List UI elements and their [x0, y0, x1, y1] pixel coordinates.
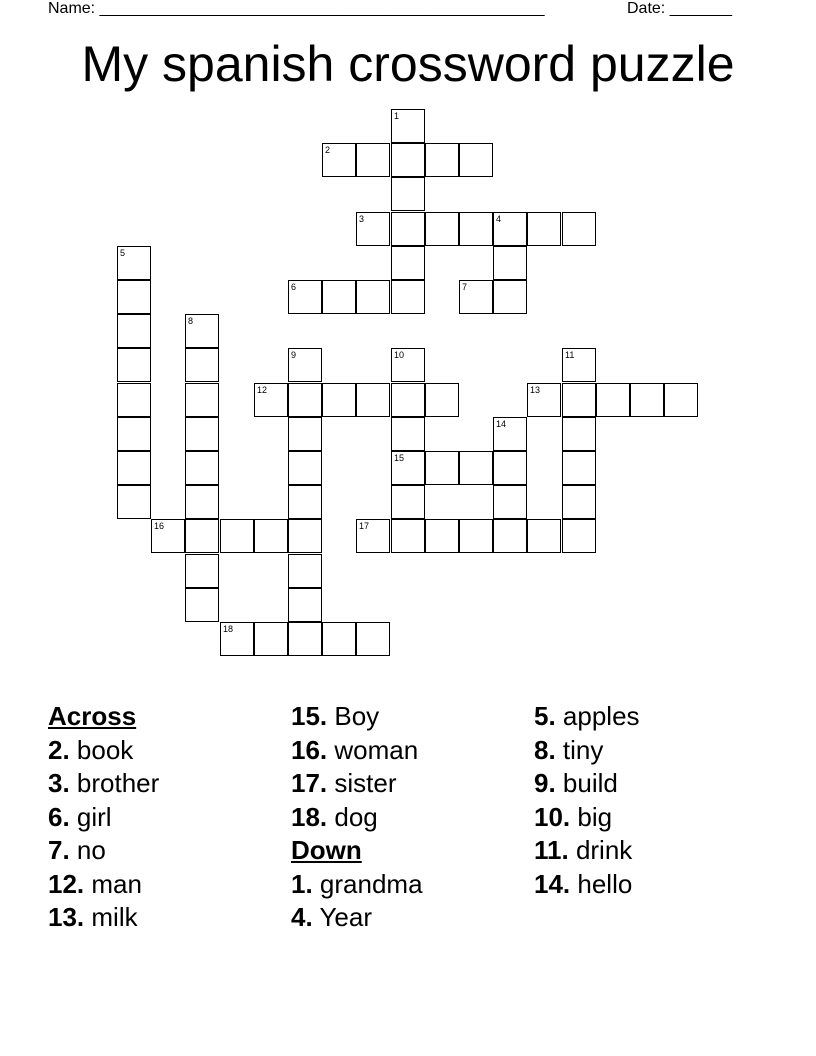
grid-cell[interactable] [391, 143, 425, 177]
grid-cell[interactable] [459, 280, 493, 314]
grid-cell[interactable] [459, 451, 493, 485]
clue-text: apples [555, 701, 640, 731]
grid-cell[interactable] [664, 383, 698, 417]
name-field-label: Name: __________________________________________________ [48, 0, 545, 17]
grid-cell[interactable] [185, 588, 219, 622]
clue-text: Boy [327, 701, 380, 731]
grid-cell[interactable] [425, 519, 459, 553]
clue-text: brother [69, 768, 160, 798]
grid-cell[interactable] [288, 554, 322, 588]
grid-cell[interactable] [459, 143, 493, 177]
clue-number: 16. [291, 734, 328, 765]
header [48, 0, 768, 20]
grid-cell[interactable] [288, 383, 322, 417]
grid-cell[interactable] [117, 417, 151, 451]
grid-cell[interactable] [493, 485, 527, 519]
clue-section-heading: Across [48, 701, 137, 731]
grid-cell[interactable] [425, 451, 459, 485]
clue-text: hello [570, 868, 633, 899]
grid-cell[interactable] [288, 451, 322, 485]
clue-item [534, 700, 764, 734]
grid-cell[interactable] [391, 519, 425, 553]
clue-number-label: 7 [462, 282, 468, 292]
grid-cell[interactable] [391, 212, 425, 246]
clue-number: 2. [48, 734, 70, 765]
grid-cell[interactable] [117, 348, 151, 382]
clue-text: grandma [312, 868, 423, 899]
clue-item [291, 767, 521, 801]
clue-number-label: 6 [291, 282, 297, 292]
grid-cell[interactable] [630, 383, 664, 417]
clue-item [48, 834, 278, 868]
clue-text: drink [568, 835, 633, 865]
grid-cell[interactable] [596, 383, 630, 417]
grid-cell[interactable] [459, 212, 493, 246]
clue-text: big [570, 801, 613, 832]
grid-cell[interactable] [254, 519, 288, 553]
clue-number-label: 14 [496, 419, 507, 429]
clue-item [291, 901, 521, 935]
clue-list [48, 700, 768, 960]
clue-item [48, 901, 278, 935]
grid-cell[interactable] [356, 280, 390, 314]
clue-number-label: 3 [359, 214, 365, 224]
clue-number: 14. [534, 868, 571, 899]
clue-section-heading: Down [291, 835, 362, 865]
grid-cell[interactable] [356, 383, 390, 417]
grid-cell[interactable] [322, 622, 356, 656]
clue-item [534, 801, 764, 835]
grid-cell[interactable] [493, 246, 527, 280]
clue-number: 8. [534, 734, 556, 765]
grid-cell[interactable] [322, 383, 356, 417]
grid-cell[interactable] [391, 280, 425, 314]
clue-number-label: 11 [565, 350, 575, 360]
grid-cell[interactable] [391, 177, 425, 211]
clue-number: 3. [48, 768, 70, 798]
clue-number: 18. [291, 801, 328, 832]
grid-cell[interactable] [322, 280, 356, 314]
grid-cell[interactable] [117, 383, 151, 417]
clue-item [534, 767, 764, 801]
grid-cell[interactable] [391, 383, 425, 417]
clue-column-3 [534, 700, 764, 901]
grid-cell[interactable] [562, 212, 596, 246]
grid-cell[interactable] [527, 212, 561, 246]
clue-text: build [555, 768, 618, 798]
grid-cell[interactable] [425, 383, 459, 417]
grid-cell[interactable] [185, 519, 219, 553]
grid-cell[interactable] [391, 417, 425, 451]
grid-cell[interactable] [254, 622, 288, 656]
clue-number-label: 1 [394, 111, 400, 121]
clue-number: 10. [534, 801, 571, 832]
clue-number: 12. [48, 868, 85, 899]
grid-cell[interactable] [562, 348, 596, 382]
grid-cell[interactable] [527, 383, 561, 417]
clue-number-label: 2 [325, 145, 331, 155]
grid-cell[interactable] [117, 451, 151, 485]
grid-cell[interactable] [185, 554, 219, 588]
grid-cell[interactable] [185, 417, 219, 451]
grid-cell[interactable] [288, 622, 322, 656]
grid-cell[interactable] [288, 588, 322, 622]
clue-item [48, 767, 278, 801]
clue-number: 1. [291, 868, 313, 899]
grid-cell[interactable] [425, 143, 459, 177]
clue-number-label: 8 [188, 316, 194, 326]
grid-cell[interactable] [493, 280, 527, 314]
grid-cell[interactable] [562, 451, 596, 485]
grid-cell[interactable] [493, 451, 527, 485]
grid-cell[interactable] [288, 348, 322, 382]
clue-text: dog [327, 801, 378, 832]
grid-cell[interactable] [391, 348, 425, 382]
grid-cell[interactable] [117, 280, 151, 314]
grid-cell[interactable] [562, 519, 596, 553]
clue-item [291, 700, 521, 734]
clue-number-label: 13 [530, 385, 541, 395]
grid-cell[interactable] [185, 348, 219, 382]
clue-item [48, 801, 278, 835]
grid-cell[interactable] [117, 246, 151, 280]
clue-item [48, 868, 278, 902]
clue-number-label: 4 [496, 214, 502, 224]
grid-cell[interactable] [185, 314, 219, 348]
grid-cell[interactable] [493, 519, 527, 553]
clue-number-label: 16 [154, 521, 165, 531]
clue-number-label: 17 [359, 521, 370, 531]
grid-cell[interactable] [185, 485, 219, 519]
page-title: My spanish crossword puzzle [81, 36, 735, 92]
grid-cell[interactable] [562, 417, 596, 451]
grid-cell[interactable] [322, 143, 356, 177]
clue-number-label: 5 [120, 248, 126, 258]
clue-number: 9. [534, 768, 556, 798]
grid-cell[interactable] [459, 519, 493, 553]
clue-item [291, 734, 521, 768]
clue-text: milk [84, 902, 138, 932]
grid-cell[interactable] [117, 485, 151, 519]
clue-text: book [69, 734, 134, 765]
clue-text: tiny [555, 734, 604, 765]
grid-cell[interactable] [562, 485, 596, 519]
clue-number-label: 10 [394, 350, 405, 360]
date-field-label: Date: _______ [627, 0, 732, 17]
clue-column-2 [291, 700, 521, 935]
clue-number: 4. [291, 902, 313, 932]
clue-text: no [69, 835, 106, 865]
grid-cell[interactable] [425, 212, 459, 246]
clue-item [534, 834, 764, 868]
clue-number-label: 18 [223, 624, 234, 634]
grid-cell[interactable] [391, 109, 425, 143]
grid-cell[interactable] [493, 212, 527, 246]
grid-cell[interactable] [356, 143, 390, 177]
grid-cell[interactable] [391, 485, 425, 519]
clue-number: 17. [291, 768, 328, 798]
grid-cell[interactable] [356, 519, 390, 553]
clue-number-label: 15 [394, 453, 405, 463]
clue-number: 15. [291, 701, 328, 731]
grid-cell[interactable] [117, 314, 151, 348]
clue-number: 5. [534, 701, 556, 731]
clue-item [48, 734, 278, 768]
grid-cell[interactable] [391, 246, 425, 280]
clue-number-label: 9 [291, 350, 297, 360]
grid-cell[interactable] [356, 622, 390, 656]
grid-cell[interactable] [288, 417, 322, 451]
grid-cell[interactable] [391, 451, 425, 485]
grid-cell[interactable] [288, 280, 322, 314]
clue-number: 11. [534, 835, 569, 865]
grid-cell[interactable] [288, 519, 322, 553]
grid-cell[interactable] [493, 417, 527, 451]
clue-item [291, 868, 521, 902]
grid-cell[interactable] [220, 519, 254, 553]
clue-number: 7. [48, 835, 70, 865]
clue-text: man [84, 868, 142, 899]
clue-text: Year [312, 902, 372, 932]
grid-cell[interactable] [288, 485, 322, 519]
clue-number: 6. [48, 801, 70, 832]
grid-cell[interactable] [151, 519, 185, 553]
grid-cell[interactable] [185, 383, 219, 417]
clue-number: 13. [48, 902, 85, 932]
grid-cell[interactable] [254, 383, 288, 417]
clue-item [534, 868, 764, 902]
clue-number-label: 12 [257, 385, 268, 395]
grid-cell[interactable] [562, 383, 596, 417]
clue-column-1 [48, 700, 278, 935]
clue-text: girl [69, 801, 112, 832]
grid-cell[interactable] [220, 622, 254, 656]
clue-text: woman [327, 734, 419, 765]
clue-item [291, 801, 521, 835]
grid-cell[interactable] [185, 451, 219, 485]
clue-text: sister [327, 768, 397, 798]
grid-cell[interactable] [527, 519, 561, 553]
clue-item [534, 734, 764, 768]
grid-cell[interactable] [356, 212, 390, 246]
